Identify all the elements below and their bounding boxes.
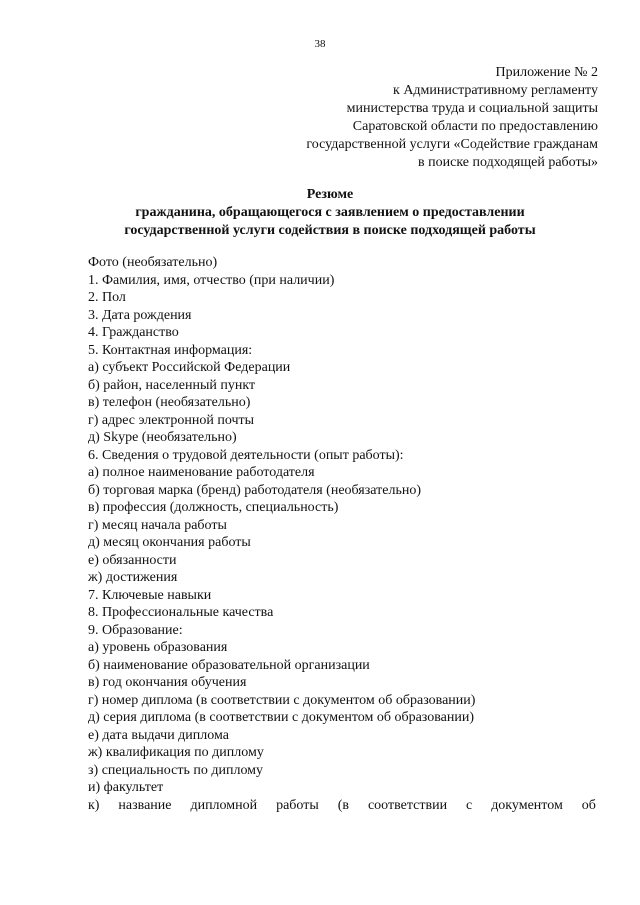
list-item: д) месяц окончания работы	[88, 535, 251, 550]
list-item-word: название	[118, 797, 172, 813]
title-subtitle-line: государственной услуги содействия в поиске подходящей работы	[124, 223, 536, 238]
list-item: з) специальность по диплому	[88, 762, 264, 778]
list-item-word: (в	[337, 797, 349, 813]
list-item: ж) достижения	[88, 570, 178, 585]
resume-items-list	[88, 254, 598, 814]
list-item: а) уровень образования	[88, 640, 228, 655]
appendix-line: в поиске подходящей работы»	[418, 155, 598, 170]
appendix-line: министерства труда и социальной защиты	[346, 101, 598, 116]
list-item: е) обязанности	[88, 552, 177, 568]
appendix-line: Приложение № 2	[495, 65, 598, 80]
list-item: б) район, населенный пункт	[88, 377, 256, 393]
list-item: а) субъект Российской Федерации	[88, 360, 291, 375]
list-item-word: с	[466, 797, 473, 813]
list-item-word: к)	[88, 797, 100, 813]
list-item: 2. Пол	[88, 290, 126, 305]
list-item-word: об	[581, 797, 596, 813]
list-item: 5. Контактная информация:	[88, 342, 253, 358]
list-item: е) дата выдачи диплома	[88, 727, 229, 743]
list-item-word: дипломной	[190, 797, 258, 813]
appendix-line: государственной услуги «Содействие гражданам	[306, 137, 598, 152]
list-item: д) Skype (необязательно)	[88, 430, 237, 445]
list-item-word: соответствии	[367, 797, 448, 813]
list-item: 8. Профессиональные качества	[88, 605, 274, 620]
list-item: г) месяц начала работы	[88, 517, 227, 533]
list-item-last	[88, 797, 596, 815]
document-title	[80, 186, 580, 240]
list-item: б) наименование образовательной организации	[88, 657, 370, 673]
list-item: ж) квалификация по диплому	[88, 745, 264, 760]
list-item: 7. Ключевые навыки	[88, 587, 212, 603]
list-item: 1. Фамилия, имя, отчество (при наличии)	[88, 272, 335, 288]
list-item: г) адрес электронной почты	[88, 412, 255, 428]
page-number: 38	[314, 38, 326, 50]
title-heading: Резюме	[306, 187, 354, 202]
list-item: в) телефон (необязательно)	[88, 395, 251, 410]
list-item: и) факультет	[88, 780, 164, 795]
list-item: г) номер диплома (в соответствии с документом об образовании)	[88, 692, 476, 708]
appendix-header	[178, 64, 598, 172]
appendix-line: к Административному регламенту	[393, 83, 598, 98]
list-item: д) серия диплома (в соответствии с документом об образовании)	[88, 710, 475, 725]
list-item: б) торговая марка (бренд) работодателя (необязательно)	[88, 482, 421, 498]
title-subtitle-line: гражданина, обращающегося с заявлением о предоставлении	[135, 205, 525, 220]
list-item: 4. Гражданство	[88, 325, 179, 340]
list-item-word: документом	[491, 797, 563, 813]
list-item: в) год окончания обучения	[88, 675, 247, 690]
list-item: 6. Сведения о трудовой деятельности (опыт работы):	[88, 447, 404, 463]
list-item: Фото (необязательно)	[88, 255, 218, 270]
list-item-word: работы	[276, 797, 319, 813]
list-item: 9. Образование:	[88, 622, 183, 638]
list-item: 3. Дата рождения	[88, 307, 192, 323]
list-item: а) полное наименование работодателя	[88, 465, 315, 480]
appendix-line: Саратовской области по предоставлению	[352, 119, 598, 134]
list-item: в) профессия (должность, специальность)	[88, 500, 339, 515]
